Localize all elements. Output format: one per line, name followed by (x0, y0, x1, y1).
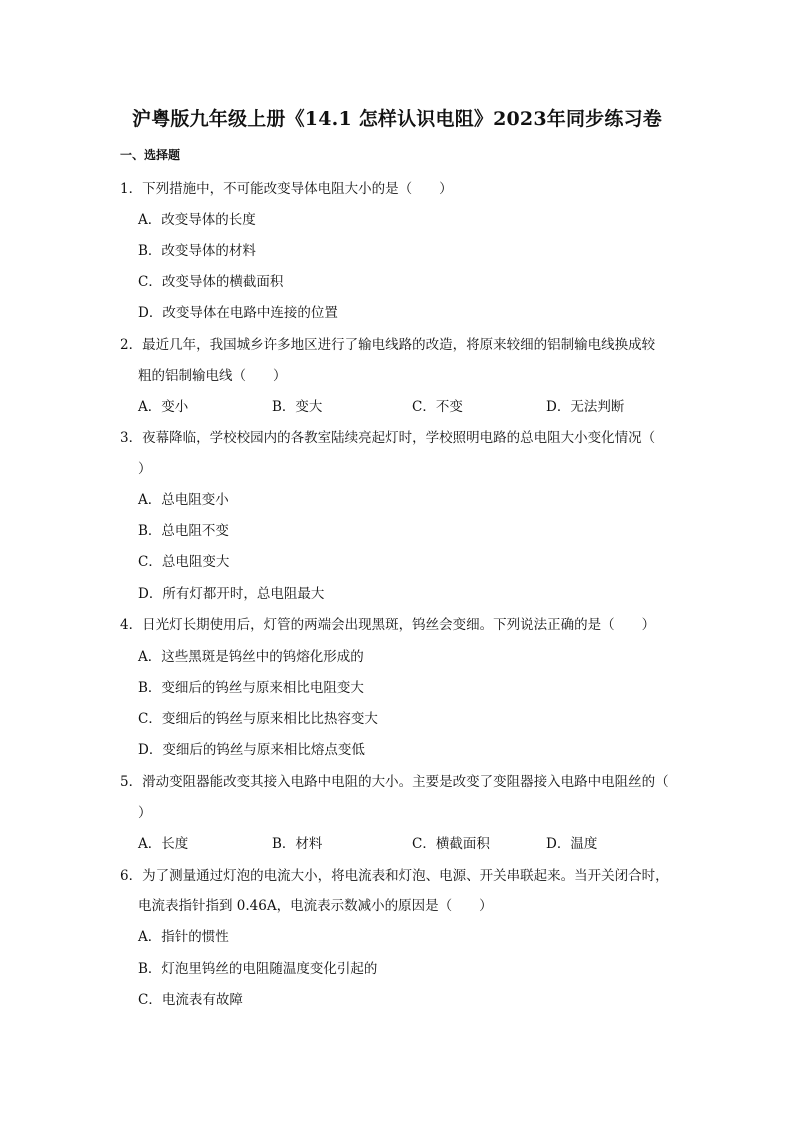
question-1-option-d: D．改变导体在电路中连接的位置 (138, 305, 338, 321)
question-2-stem: 2．最近几年，我国城乡许多地区进行了输电线路的改造，将原来较细的铝制输电线换成较 (120, 337, 656, 353)
question-6-option-a: A．指针的惯性 (138, 929, 229, 945)
question-5-option-c: C．横截面积 (412, 836, 490, 852)
question-3-stem-continued: ） (138, 461, 152, 477)
question-4-option-a: A．这些黑斑是钨丝中的钨熔化形成的 (138, 649, 364, 665)
question-6-option-c: C．电流表有故障 (138, 992, 243, 1008)
question-5-option-b: B．材料 (272, 836, 323, 852)
question-1-option-c: C．改变导体的横截面积 (138, 274, 284, 290)
question-5-option-a: A．长度 (138, 836, 189, 852)
question-4-option-d: D．变细后的钨丝与原来相比熔点变低 (138, 742, 365, 758)
question-2-option-d: D．无法判断 (546, 399, 625, 415)
question-3-option-d: D．所有灯都开时，总电阻最大 (138, 586, 325, 602)
question-4-option-b: B．变细后的钨丝与原来相比电阻变大 (138, 680, 364, 696)
question-2-option-c: C．不变 (412, 399, 463, 415)
page-title: 沪粤版九年级上册《14.1 怎样认识电阻》2023年同步练习卷 (132, 108, 662, 130)
question-5-stem-continued: ） (138, 805, 152, 821)
question-3-option-a: A．总电阻变小 (138, 492, 229, 508)
question-6-option-b: B．灯泡里钨丝的电阻随温度变化引起的 (138, 961, 378, 977)
question-3-option-b: B．总电阻不变 (138, 523, 229, 539)
question-5-option-d: D．温度 (546, 836, 598, 852)
question-2-stem-continued: 粗的铝制输电线（ ） (138, 368, 287, 384)
question-3-option-c: C．总电阻变大 (138, 554, 230, 570)
question-3-stem: 3．夜幕降临，学校校园内的各教室陆续亮起灯时，学校照明电路的总电阻大小变化情况（ (120, 430, 656, 446)
question-1-option-b: B．改变导体的材料 (138, 243, 256, 259)
question-5-stem: 5．滑动变阻器能改变其接入电路中电阻的大小。主要是改变了变阻器接入电路中电阻丝的（ (120, 774, 669, 790)
question-6-stem: 6．为了测量通过灯泡的电流大小，将电流表和灯泡、电源、开关串联起来。当开关闭合时， (120, 868, 669, 884)
question-1-stem: 1．下列措施中，不可能改变导体电阻大小的是（ ） (120, 181, 453, 197)
question-2-option-b: B．变大 (272, 399, 323, 415)
question-6-stem-continued: 电流表指针指到 0.46A，电流表示数减小的原因是（ ） (138, 898, 493, 914)
question-4-stem: 4．日光灯长期使用后，灯管的两端会出现黑斑，钨丝会变细。下列说法正确的是（ ） (120, 617, 656, 633)
question-1-option-a: A．改变导体的长度 (138, 212, 256, 228)
question-4-option-c: C．变细后的钨丝与原来相比比热容变大 (138, 711, 378, 727)
section-heading: 一、选择题 (120, 148, 181, 162)
question-2-option-a: A．变小 (138, 399, 189, 415)
